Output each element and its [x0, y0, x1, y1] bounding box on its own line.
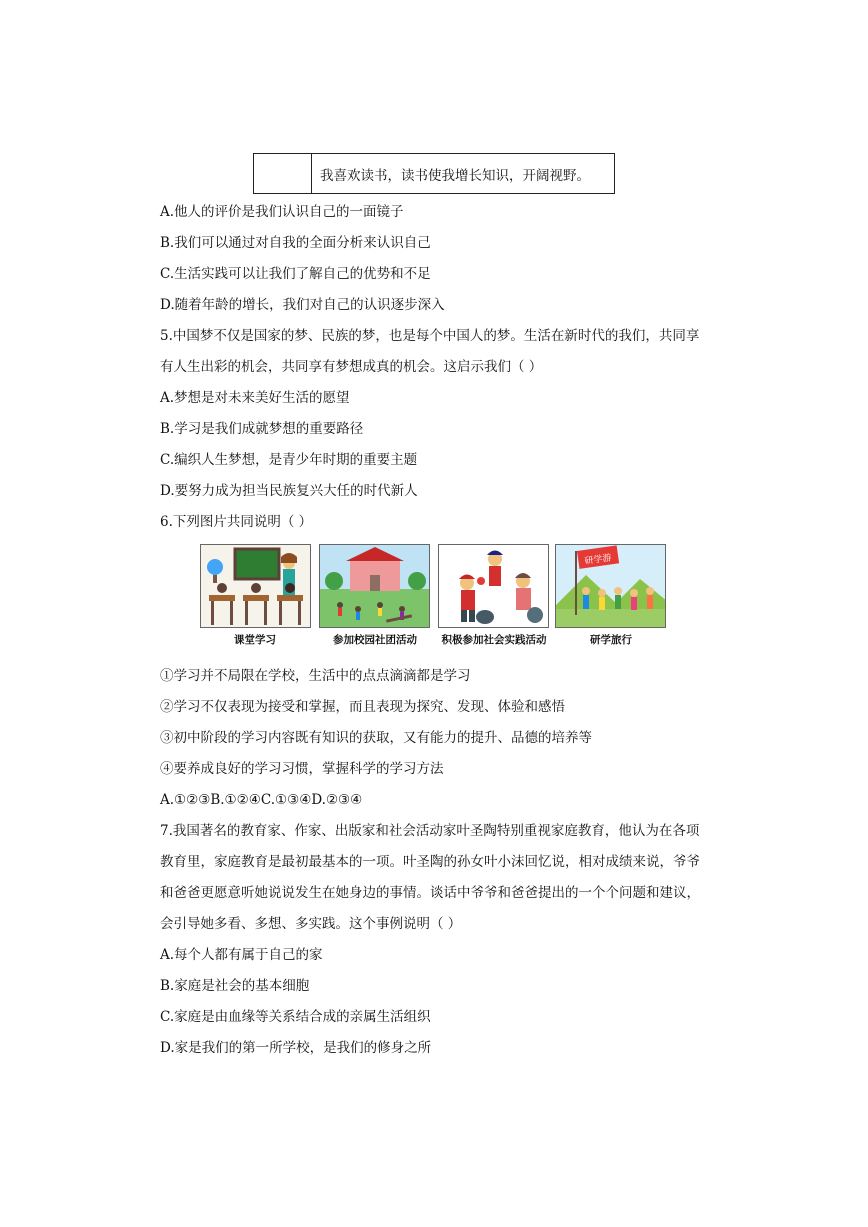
q4-option-b[interactable]: B.我们可以通过对自我的全面分析来认识自己	[160, 235, 431, 251]
q5-option-a[interactable]: A.梦想是对未来美好生活的愿望	[160, 390, 350, 406]
q7-option-a[interactable]: A.每个人都有属于自己的家	[160, 947, 323, 963]
q7-stem-line3: 和爸爸更愿意听她说说发生在她身边的事情。谈话中爷爷和爸爸提出的一个个问题和建议，	[160, 885, 700, 901]
school-club-illustration	[319, 544, 430, 628]
caption-classroom: 课堂学习	[234, 634, 276, 646]
q7-stem-line2: 教育里，家庭教育是最初最基本的一项。叶圣陶的孙女叶小沫回忆说，相对成绩来说，爷爷	[160, 854, 700, 870]
q7-option-b[interactable]: B.家庭是社会的基本细胞	[160, 978, 310, 994]
q4-option-c[interactable]: C.生活实践可以让我们了解自己的优势和不足	[160, 266, 431, 282]
caption-social-practice: 积极参加社会实践活动	[441, 634, 547, 646]
q7-option-d[interactable]: D.家是我们的第一所学校，是我们的修身之所	[160, 1040, 432, 1056]
q4-option-d[interactable]: D.随着年龄的增长，我们对自己的认识逐步深入	[160, 297, 445, 313]
q7-option-c[interactable]: C.家庭是由血缘等关系结合成的亲属生活组织	[160, 1009, 431, 1025]
q6-stem: 6.下列图片共同说明（ ）	[160, 514, 313, 530]
q5-option-c[interactable]: C.编织人生梦想，是青少年时期的重要主题	[160, 452, 418, 468]
caption-study-tour: 研学旅行	[590, 634, 632, 646]
q5-stem-line2: 有人生出彩的机会，共同享有梦想成真的机会。这启示我们（ ）	[160, 359, 543, 375]
q7-stem-line1: 7.我国著名的教育家、作家、出版家和社会活动家叶圣陶特别重视家庭教育，他认为在各项	[160, 823, 700, 839]
study-tour-sign: 研学游	[584, 553, 613, 567]
q6-choices[interactable]: A.①②③B.①②④C.①③④D.②③④	[160, 792, 363, 808]
classroom-illustration	[200, 544, 311, 628]
q6-statement-4: ④要养成良好的学习习惯，掌握科学的学习方法	[160, 761, 444, 777]
q5-stem-line1: 5.中国梦不仅是国家的梦、民族的梦，也是每个中国人的梦。生活在新时代的我们，共同享	[160, 328, 700, 344]
q6-picture-strip	[200, 544, 670, 650]
q6-statement-1: ①学习并不局限在学校，生活中的点点滴滴都是学习	[160, 668, 471, 684]
q6-statement-3: ③初中阶段的学习内容既有知识的获取，又有能力的提升、品德的培养等	[160, 730, 592, 746]
q4-option-a[interactable]: A.他人的评价是我们认识自己的一面镜子	[160, 204, 404, 220]
quote-table-text: 我喜欢读书，读书使我增长知识，开阔视野。	[320, 167, 590, 184]
social-practice-illustration	[438, 544, 549, 628]
q5-option-d[interactable]: D.要努力成为担当民族复兴大任的时代新人	[160, 483, 418, 499]
caption-school-club: 参加校园社团活动	[333, 634, 417, 646]
study-tour-illustration	[555, 544, 666, 628]
quote-table-empty-cell	[254, 154, 312, 193]
q6-statement-2: ②学习不仅表现为接受和掌握，而且表现为探究、发现、体验和感悟	[160, 699, 565, 715]
q7-stem-line4: 会引导她多看、多想、多实践。这个事例说明（ ）	[160, 916, 462, 932]
quote-table	[253, 153, 615, 194]
q5-option-b[interactable]: B.学习是我们成就梦想的重要路径	[160, 421, 364, 437]
